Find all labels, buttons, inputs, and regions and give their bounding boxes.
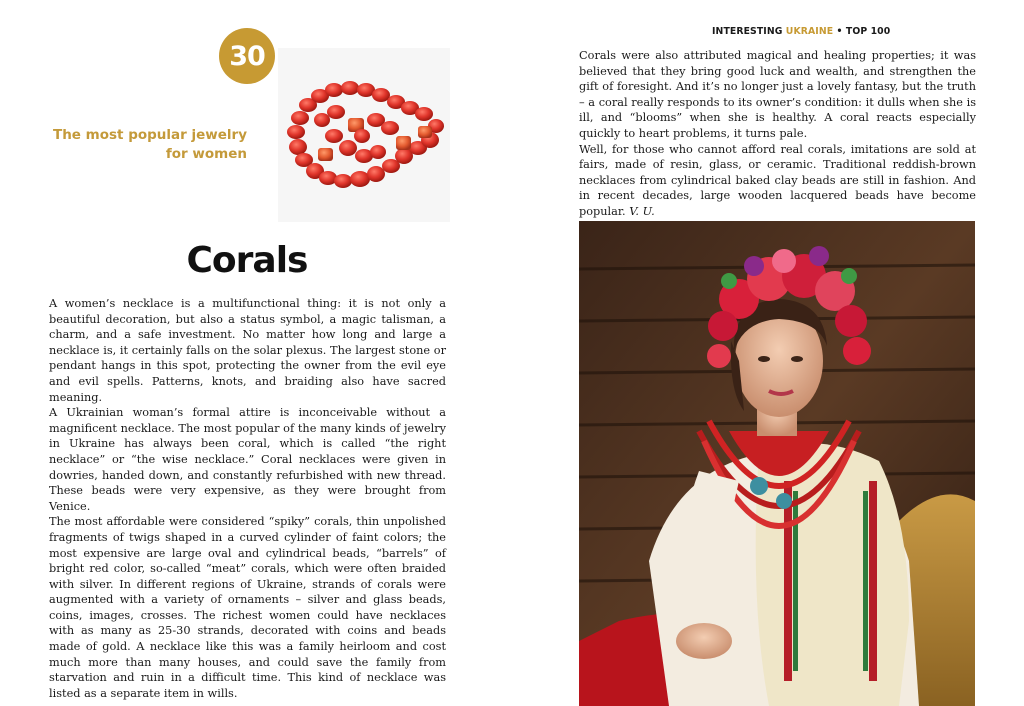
body-paragraph: A Ukrainian woman’s formal attire is inconceivable without a magnificent necklace. The most popular of the many kinds of jewelry in Ukraine has always been coral, which is called “the right necklace” or “the wise necklace.” Coral necklaces were given in dowries, handed down, and constantly refurbished with new thread. These beads were very expensive, as they were brought from Venice.	[49, 406, 446, 513]
body-paragraph: A women’s necklace is a multifunctional thing: it is not only a beautiful decoration, but also a status symbol, a magic talisman, a charm, and a safe investment. No matter how long and large a necklace is, it certainly falls on the solar plexus. The largest stone or pendant hangs in this spot, protecting the owner from the evil eye and evil spells. Patterns, knots, and braiding also have sacred meaning.	[49, 297, 446, 404]
page-number-badge: 30	[219, 28, 275, 84]
body-paragraph	[579, 142, 976, 220]
running-head-part: • TOP 100	[833, 26, 891, 37]
woman-in-traditional-costume-photo	[579, 221, 975, 706]
paragraph-text: Well, for those who cannot afford real corals, imitations are sold at fairs, made of resin, glass, or ceramic. Traditional reddish-brown necklaces from cylindrical baked clay beads are still in fashion. And in recent decades, large wooden lacquered beads have become popular.	[579, 142, 976, 218]
author-initials: V. U.	[629, 204, 655, 218]
body-paragraph: The most affordable were considered “spiky” corals, thin unpolished fragments of twigs shaped in a curved cylinder of faint colors; the most expensive are large oval and cylindrical beads, “barrels” of bright red color, so-called “meat” corals, which were often braided with silver. In different regions of Ukraine, strands of corals were augmented with a variety of ornaments – silver and glass beads, coins, images, crosses. The richest women could have necklaces with as many as 25-30 strands, decorated with coins and beads made of gold. A necklace like this was a family heirloom and cost much more than many houses, and could save the family from starvation and ruin in a difficult time. This kind of necklace was listed as a separate item in wills.	[49, 515, 446, 700]
running-head	[712, 26, 890, 37]
right-body-text	[579, 48, 976, 220]
running-head-part: INTERESTING	[712, 26, 786, 37]
article-title: Corals	[186, 240, 308, 281]
body-paragraph: Corals were also attributed magical and healing properties; it was believed that they bring good luck and wealth, and strengthen the gift of foresight. And it’s no longer just a lovely fantasy, but the truth – a coral really responds to its owner’s condition: it dulls when she is ill, and “blooms” when she is healthy. A coral reacts especially quickly to heart problems, it turns pale.	[579, 49, 976, 140]
right-page	[512, 0, 1024, 706]
coral-necklace-photo	[278, 48, 450, 222]
page-subtitle: The most popular jewelry for women	[52, 127, 247, 162]
running-head-highlight: UKRAINE	[785, 26, 834, 37]
left-body-text	[49, 296, 446, 701]
